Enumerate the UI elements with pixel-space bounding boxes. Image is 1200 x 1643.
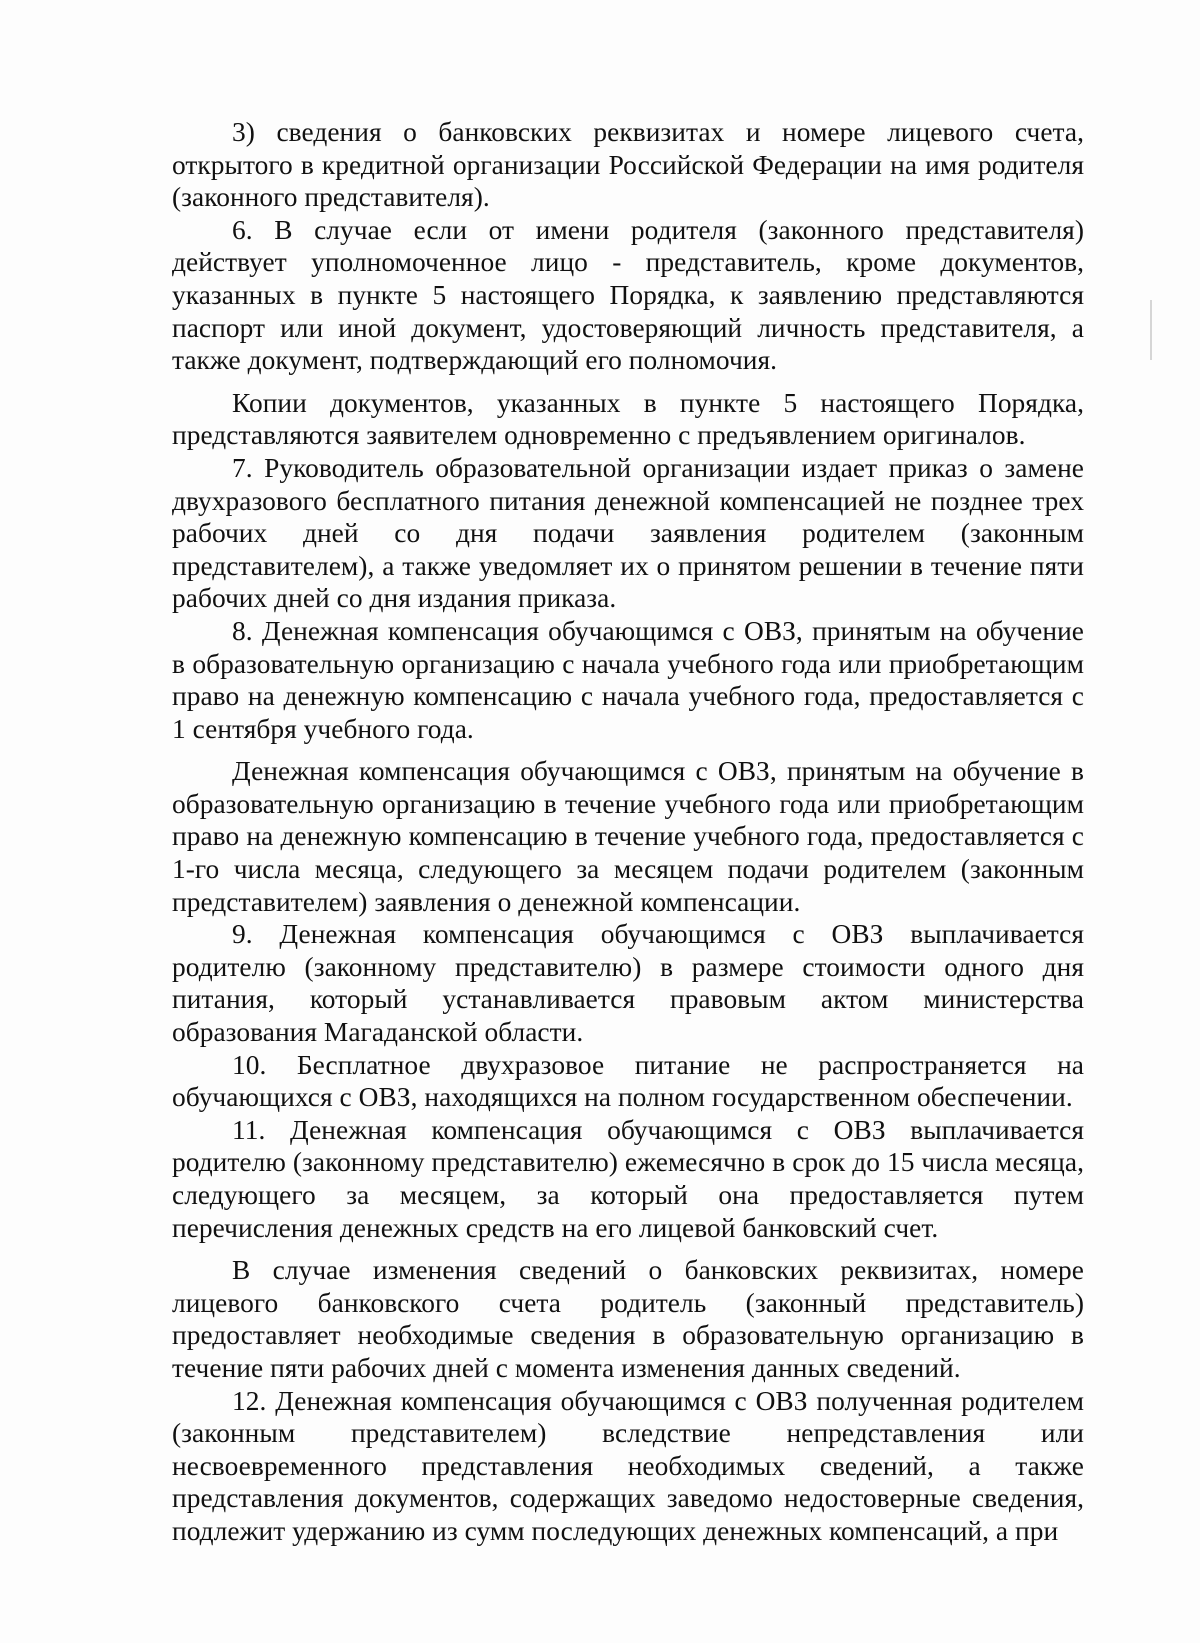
paragraph-6-representative: 6. В случае если от имени родителя (законного представителя) действует уполномоченное лицо - представитель, кроме документов, указанных в пункте 5 настоящего Порядка, к заявлению представляются паспорт или иной документ, удостоверяющий личность представителя, а также документ, подтверждающий его полномочия. bbox=[172, 214, 1084, 376]
paragraph-copies: Копии документов, указанных в пункте 5 настоящего Порядка, представляются заявителем одновременно с предъявлением оригиналов. bbox=[172, 387, 1084, 451]
paragraph-details-change: В случае изменения сведений о банковских реквизитах, номере лицевого банковского счета родитель (законный представитель) предоставляет необходимые сведения в образовательную организацию в течение пяти рабочих дней с момента изменения данных сведений. bbox=[172, 1255, 1084, 1383]
paragraph-11-monthly-payment: 11. Денежная компенсация обучающимся с ОВЗ выплачивается родителю (законному представителю) ежемесячно в срок до 15 числа месяца, следующего за месяцем, за который она предоставляется путем перечисления денежных средств на его лицевой банковский счет. bbox=[172, 1114, 1084, 1243]
paragraph-12-withholding: 12. Денежная компенсация обучающимся с ОВЗ полученная родителем (законным представителем) вследствие непредставления или несвоевременного представления необходимых сведений, а также представления документов, содержащих заведомо недостоверные сведения, подлежит удержанию из сумм последующих денежных компенсаций, а при bbox=[172, 1385, 1084, 1546]
paragraph-3-bank-details: 3) сведения о банковских реквизитах и номере лицевого счета, открытого в кредитной организации Российской Федерации на имя родителя (законного представителя). bbox=[172, 117, 1084, 213]
paragraph-7-order: 7. Руководитель образовательной организации издает приказ о замене двухразового бесплатного питания денежной компенсацией не позднее трех рабочих дней со дня подачи заявления родителем (законным представителем), а также уведомляет их о принятом решении в течение пяти рабочих дней со дня издания приказа. bbox=[172, 452, 1084, 614]
paragraph-compensation-midyear: Денежная компенсация обучающимся с ОВЗ, принятым на обучение в образовательную организацию в течение учебного года или приобретающим право на денежную компенсацию в течение учебного года, предоставляется с 1-го числа месяца, следующего за месяцем подачи родителем (законным представителем) заявления о денежной компенсации. bbox=[172, 756, 1084, 917]
paragraph-10-exclusion: 10. Бесплатное двухразовое питание не распространяется на обучающихся с ОВЗ, находящихся на полном государственном обеспечении. bbox=[172, 1049, 1084, 1113]
paragraph-8-compensation-start: 8. Денежная компенсация обучающимся с ОВЗ, принятым на обучение в образовательную организацию с начала учебного года или приобретающим право на денежную компенсацию с начала учебного года, предоставляется с 1 сентября учебного года. bbox=[172, 615, 1084, 744]
document-body bbox=[172, 116, 1084, 1548]
paragraph-9-payment-amount: 9. Денежная компенсация обучающимся с ОВЗ выплачивается родителю (законному представителю) в размере стоимости одного дня питания, который устанавливается правовым актом министерства образования Магаданской области. bbox=[172, 919, 1084, 1048]
scan-edge-mark bbox=[1150, 300, 1152, 360]
